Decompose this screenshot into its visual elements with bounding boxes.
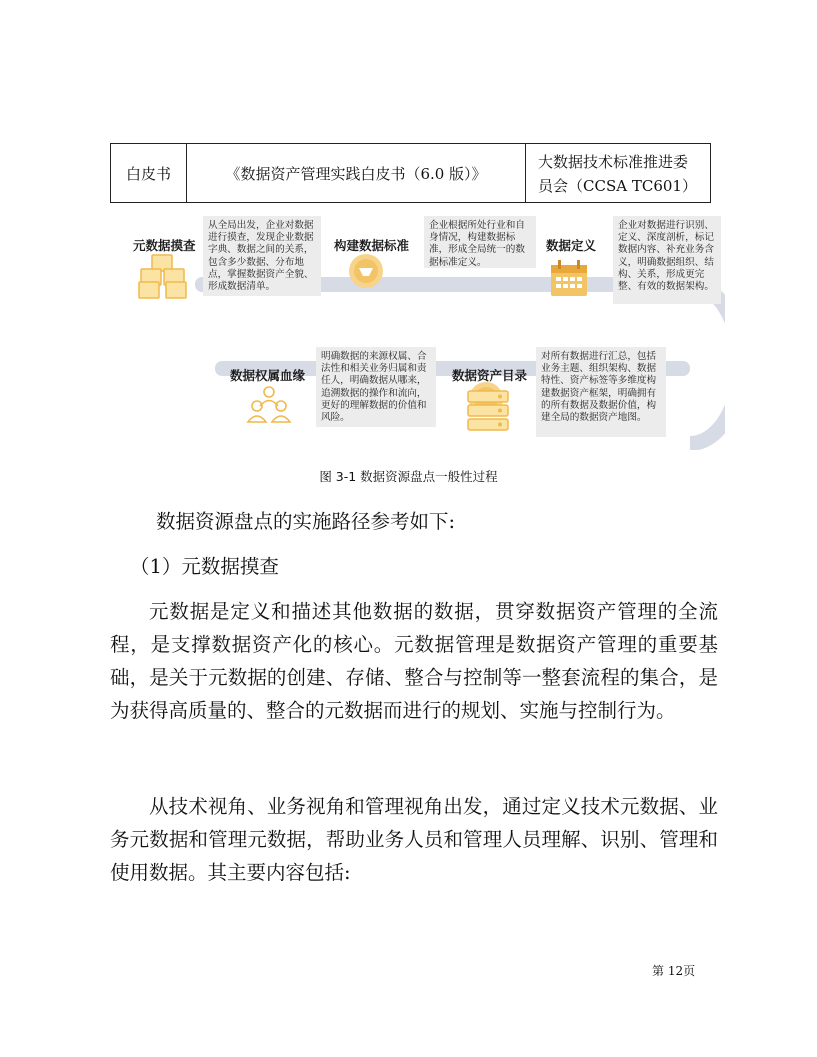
reference-table <box>110 143 711 203</box>
server-stack-icon <box>465 388 511 432</box>
people-icon <box>245 384 293 426</box>
step-desc-lineage: 明确数据的来源权属、合法性和相关业务归属和责任人，明确数据从哪来，追溯数据的操作和流向，更好的理解数据的价值和风险。 <box>316 347 436 427</box>
paragraph-metadata: 元数据是定义和描述其他数据的数据，贯穿数据资产管理的全流程，是支撑数据资产化的核心。元数据管理是数据资产管理的重要基础，是关于元数据的创建、存储、整合与控制等一整套流程的集合，是为获得高质量的、整合的元数据而进行的规划、实施与控制行为。 <box>110 600 718 722</box>
step-title-standard: 构建数据标准 <box>334 238 410 253</box>
calendar-icon <box>549 258 589 298</box>
step-desc-catalog: 对所有数据进行汇总，包括业务主题、组织架构、数据特性、资产标签等多维度构建数据资产框架，明确拥有的所有数据及数据价值，构建全局的数据资产地图。 <box>536 347 666 437</box>
process-figure <box>115 210 725 450</box>
table-cell-org: 大数据技术标准推进委员会（CCSA TC601） <box>526 144 711 203</box>
paragraph-perspectives: 从技术视角、业务视角和管理视角出发，通过定义技术元数据、业务元数据和管理元数据，帮助业务人员和管理人员理解、识别、管理和使用数据。其主要内容包括: <box>110 795 718 884</box>
step-desc-metadata: 从全局出发，企业对数据进行摸查，发现企业数据字典、数据之间的关系，包含多少数据、分布地点，掌握数据资产全貌、形成数据清单。 <box>203 216 321 296</box>
step-title-catalog: 数据资产目录 <box>452 368 528 383</box>
intro-paragraph: 数据资源盘点的实施路径参考如下: <box>156 510 456 533</box>
step-title-metadata: 元数据摸查 <box>133 238 196 253</box>
table-cell-type: 白皮书 <box>111 144 187 203</box>
step-title-definition: 数据定义 <box>546 238 597 253</box>
step-title-lineage: 数据权属血缘 <box>230 368 306 383</box>
page-number: 第 12页 <box>652 964 696 978</box>
cubes-icon <box>135 252 191 300</box>
step-desc-standard: 企业根据所处行业和自身情况，构建数据标准，形成全局统一的数据标准定义。 <box>424 216 536 268</box>
step-desc-definition: 企业对数据进行识别、定义、深度剖析，标记数据内容、补充业务含义，明确数据组织、结构、关系，形成更完整、有效的数据架构。 <box>613 216 721 304</box>
table-row <box>111 144 711 203</box>
table-cell-name: 《数据资产管理实践白皮书（6.0 版）》 <box>187 144 526 203</box>
figure-caption: 图 3-1 数据资源盘点一般性过程 <box>319 469 498 484</box>
section-heading: （1）元数据摸查 <box>130 555 279 578</box>
